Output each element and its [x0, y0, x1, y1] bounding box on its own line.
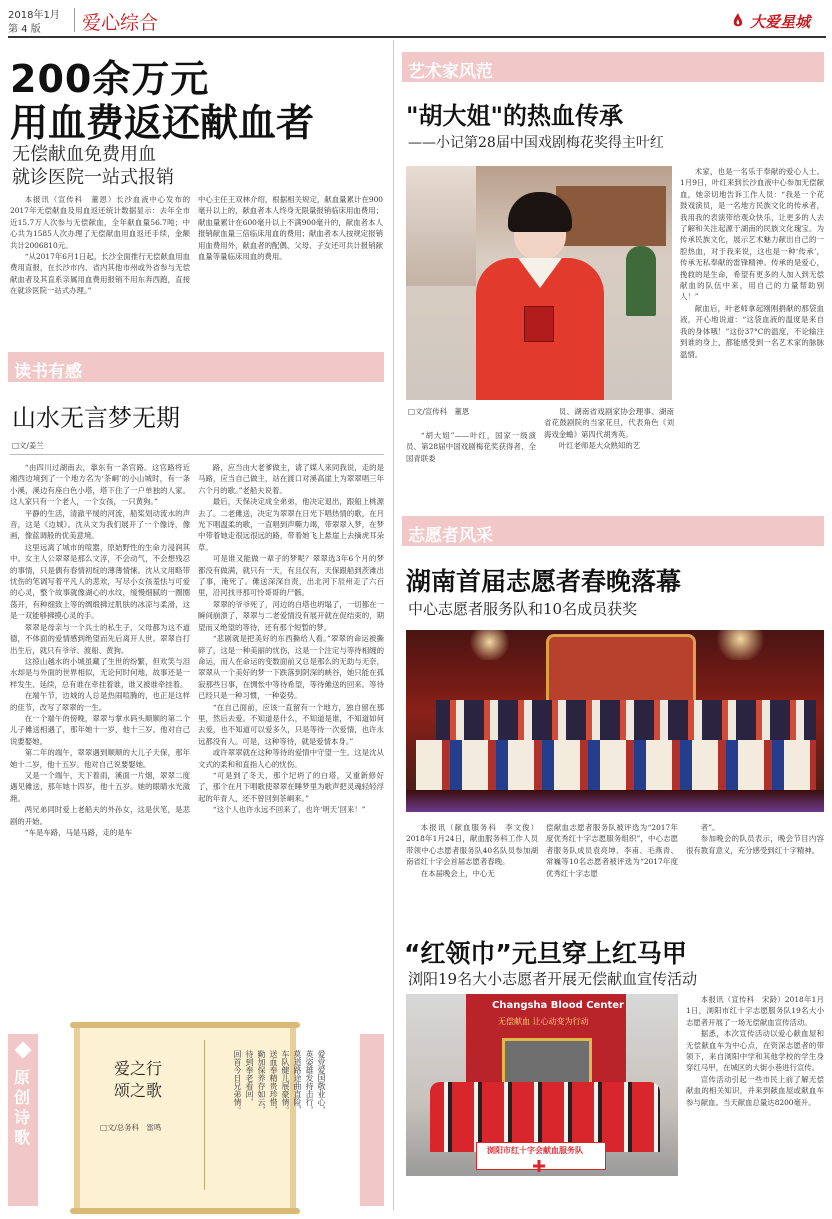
poem-side-label: 原创诗歌	[14, 1068, 31, 1147]
red-cross-icon	[533, 1157, 545, 1169]
stage-floor	[406, 790, 824, 812]
issue-date: 2018年1月	[8, 10, 60, 21]
photo-wall-frame	[556, 186, 666, 246]
artist-photo-credit: □文/宣传科 董恩	[408, 407, 470, 416]
paragraph: 叶红老师是大众熟知的艺	[558, 441, 641, 451]
paragraph: “可是到了冬天，那个圮坍了的白塔，又重新修好了，那个在月下唱歌使翠翠在睡梦里为歌声把灵魂轻轻浮起的年青人，还不曾回到茶峒来。”	[198, 770, 384, 803]
artist-body-col2	[544, 406, 674, 518]
paragraph: “悲剧就是把美好的东西撕给人看。”翠翠的命运被撕碎了，这是一种美丽的忧伤，这是一个注定与等待相缠的命运，而人在命运的变数面前又总是那么的无助与无奈，翠翠从一个美好的梦一下跌落到阴深的峡谷，她只能在孤寂那些日事，在惆怅中等待希望，等待傩送的回来。等待已经只是一种习惯，一种姿势。	[198, 634, 384, 701]
lead-body-col1: 本报讯（宣传科 董恩）长沙血液中心发布的2017年无偿献血及用血返还统计数据显示：去年全市近15.7万人次参与无偿献血，全年献血量56.7吨；中心共为1585人次办理了无偿献血用血返还手续，金额共计2006810元。 “从2017年6月1日起，长沙全面推行无偿献血用血费用直报，在长沙市内、省内其他市州或外省参与无偿献血者及其直系亲属用血费用报销不用东奔西跑，直接在就诊医院一站式办理。”	[10, 195, 190, 296]
redscarf-title: “红领巾”元旦穿上红马甲	[404, 939, 687, 968]
donor-certificate	[524, 306, 554, 342]
paragraph: “由四川过湖南去，靠东有一条官路。这官路将近湘西边境到了一个地方名为‘茶峒’的小山城时，有一条小溪，溪边有座白色小塔，塔下住了一户单独的人家。这人家只有一个老人，一个女孩，一只黄狗。”	[10, 463, 190, 507]
poem-scroll-bottom	[70, 1208, 300, 1214]
volunteer-body-col1	[406, 822, 538, 910]
poem-right-accent	[360, 1034, 384, 1206]
artist-subtitle: ——小记第28届中国戏剧梅花奖得主叶红	[408, 135, 664, 151]
volunteer-section-label: 志愿者风采	[408, 526, 493, 546]
lead-headline-line2: 用血费返还献血者	[10, 101, 315, 145]
artist-photo	[406, 166, 672, 400]
reading-body-col1	[10, 462, 190, 1010]
center-column-divider	[393, 40, 394, 1210]
volunteer-title: 湖南首届志愿者春晚落幕	[406, 567, 682, 596]
artist-body-col3	[680, 166, 824, 520]
masthead	[8, 6, 826, 36]
reading-section-label: 读书有感	[14, 362, 82, 382]
poem-scroll-top	[70, 1022, 300, 1028]
diamond-icon	[15, 1042, 32, 1059]
paragraph: 或许翠翠就在这种等待的爱情中守望一生。这是沈从文式的柔和和直指人心的忧伤。	[198, 748, 384, 769]
brand-logo-text: 大爱星城	[750, 13, 811, 31]
poem-lines	[206, 1050, 326, 1170]
poem-title-line1: 爱之行	[114, 1059, 163, 1078]
paragraph: 翠翠是母亲与一个兵士的私生子，父母都为这不道德，不体面的爱情感到绝望而先后离开人世。翠翠自打出生后，就只有爷爷、渡船、黄狗。	[10, 622, 190, 655]
paragraph: 又是一个端午，天下着雨，溪面一片烟，翠翠二度遇见傩送，那年她十四岁，他十五岁。她的眼睛水光潋滟。	[10, 770, 190, 803]
poem-divider	[204, 1040, 205, 1190]
volunteer-banner	[476, 1142, 606, 1170]
header-rule	[8, 36, 826, 38]
volunteer-body-col3	[686, 822, 824, 910]
blood-center-slogan: 无偿献血 让心动变为行动	[498, 1017, 589, 1026]
paragraph: 平静的生活，清澈平缓的河流，船桨划动流水的声音，这是《边城》。沈从文为我们展开了一个像诗，像画，像蓝调般的优美意境。	[10, 508, 190, 541]
paragraph: 参加晚会的队员表示，晚会节目内容很有教育意义，充分感受到红十字精神。	[686, 834, 824, 855]
paragraph: 翠翠的爷爷死了，河边的白塔也坍塌了，一切都在一瞬间崩溃了，翠翠与二老爱情没有展开就在促结束的，期望而又绝望的等待，还有那个短暂的梦。	[198, 599, 384, 632]
poem-line: 英姿雄发持击行，	[305, 1050, 314, 1114]
lead-subtitle-line1: 无偿献血免费用血	[12, 144, 156, 165]
reading-body-col2	[198, 462, 384, 1010]
paragraph: 员、湖南省戏剧家协会理事、湖南省花鼓剧院的当家花旦，代表角色《刘海戏金蟾》第四代胡秀英。	[544, 407, 674, 439]
paragraph: 宣传活动引起一些市民上前了解无偿献血的相关知识，并来到献血屋或献血车参与献血。当天献血总量达8200毫升。	[686, 1074, 824, 1107]
redscarf-body	[686, 994, 824, 1204]
reading-title: 山水无言梦无期	[12, 404, 180, 432]
paragraph: 本报讯（宣传科 宋龄）2018年1月1日，浏阳市红十字志愿服务队19名大小志愿者开展了一场无偿献血宣传活动。	[686, 995, 824, 1027]
volunteer-section-bar	[402, 516, 824, 546]
poem-byline: □文/总务科 雷鸣	[100, 1123, 162, 1132]
flame-logo-icon	[730, 12, 746, 28]
lead-headline-line1: 200余万元	[10, 57, 210, 101]
poem-line: 车队健儿展豪情。	[281, 1050, 290, 1114]
paragraph: 这掠山越水的小城虽藏了生世的纷繁，但欢笑与泪水却是与外面的世界相似，无论何时何地，故事还是一样发生、延续，总有谁在牵挂着谁，谁又被谁牵挂着。	[10, 656, 190, 689]
redscarf-photo	[406, 994, 678, 1176]
paragraph: 据悉，本次宣传活动以爱心献血屋和无偿献血车为中心点，在资深志愿者的带领下，来自浏阳中学和其他学校的学生身穿红马甲，在城区的大街小巷进行宣传。	[686, 1029, 824, 1073]
paragraph: 路，应当由大老爹做主，请了媒人来同我说，走的是马路，应当自己做主，站在渡口对溪高崖上为翠翠唱三年六个月的歌。”老船夫说着。	[198, 463, 384, 495]
photo-plant	[626, 246, 656, 316]
poem-title-line2: 颂之歌	[114, 1081, 163, 1100]
paragraph: 本报讯（献血服务科 李文俊）2018年1月24日，献血服务科工作人员带领中心志愿者服务队40名队员参加湖南省红十字会首届志愿者春晚。	[406, 823, 538, 867]
lead-body-col2: 中心主任王双林介绍，根据相关规定，献血量累计在900毫升以上的，献血者本人终身无限量报销临床用血费用；献血量累计在600毫升以上不满900毫升的，献血者本人报销献血量三倍临床用血的费用；献血者本人按规定报销用血费用外，献血者的配偶、父母、子女还可共计报销献血量等量临床用血的费用。	[198, 195, 383, 262]
paragraph: 可是谁又能做一辈子的梦呢？翠翠选3年6个月的梦都没有做满，就只有一天，有且仅有，天保跟船到茨滩出了事，淹死了。傩送深深自责，出北河下辰州走了六百里，沿河找寻那可怜哥哥的尸骸。	[198, 554, 384, 598]
volunteer-gala-photo	[406, 630, 824, 812]
artist-section-label: 艺术家风范	[408, 62, 493, 82]
reading-section-bar	[8, 352, 384, 382]
artist-body-col1: “胡大姐”——叶红，国家一级演员、第28届中国戏剧梅花奖获得者、全国青联委	[406, 431, 536, 463]
header-divider	[74, 8, 75, 32]
poem-side-tab	[8, 1034, 38, 1206]
reading-byline: □文/姜兰	[12, 441, 44, 450]
poem-line: 莫道路途曲直险，	[293, 1050, 302, 1114]
poem-line: 爱党爱国敬业心，	[317, 1050, 326, 1114]
paragraph: 在本届晚会上，中心无	[420, 868, 495, 878]
blood-center-sign: Changsha Blood Center	[492, 1000, 624, 1011]
paragraph: 这里远离了城市的喧嚣，原始野性的生命力浸润其中。女主人公翠翠是那么文淳，不会动气，不会想残忍的事情，只是偶有春情初绽的薄薄情愫。沈从文用略带忧伤的笔调写着平凡人的悲欢，写尽小女孩羞怯与可爱的心灵，整个故事就像湖心的水纹，缓慢细腻的一圈圈荡开，有种细致上等的绸缎拂过肌肤的冰凉与柔滑，这是一双能够拂摸心灵的手。	[10, 542, 190, 621]
poem-line: 勤加保养存如云，	[257, 1050, 266, 1114]
reading-rule	[10, 454, 384, 455]
volunteer-banner-text: 浏阳市红十字会献血服务队	[487, 1146, 583, 1155]
artist-section-bar	[402, 52, 824, 82]
artist-title: "胡大姐"的热血传承	[406, 102, 624, 130]
paragraph: 在端午节，边城的人总是热闹喧腾的，也正是这样的佳节，改写了翠翠的一生。	[10, 691, 190, 712]
volunteer-subtitle: 中心志愿者服务队和10名成员获奖	[408, 600, 638, 618]
redscarf-subtitle: 浏阳19名大小志愿者开展无偿献血宣传活动	[408, 970, 698, 988]
paragraph: “在自己面前，应该一直留有一个地方，独自留在那里，然后去爱。不知道是什么，不知道是谁，不知道如何去爱，也不知道可以爱多久，只是等待一次爱情，也许永远都没有人。可是，这种等待，就是爱情本身。”	[198, 702, 384, 746]
photo-window	[406, 166, 476, 286]
paragraph: 最后，天保决定成全弟弟，他决定退出，跟船上桃源去了。二老傩送，决定为翠翠在日光下唱热情的歌，在月光下唱温柔的歌，一直唱到声嘶力竭，带翠翠入梦，在梦中带着她走很远很远的路，带着她飞上悬崖上去摘虎耳朵草。	[198, 497, 384, 552]
volunteer-body-col2: 偿献血志愿者服务队被评选为“2017年度优秀红十字志愿服务组织”，中心志愿者服务队成员袁亮坤、李甫、毛燕青、常巍等10名志愿者被评选为“2017年度优秀红十字志愿	[546, 823, 678, 878]
stage-lights	[406, 630, 824, 660]
paragraph: 第二年的端午，翠翠遇到顺顺的大儿子天保，那年她十二岁，他十五岁。他对自己说要娶她。	[10, 748, 190, 769]
page-number: 第 4 版	[8, 24, 41, 35]
award-group-front-row	[416, 740, 816, 790]
paragraph: “车是车路，马是马路，走的是车	[24, 828, 133, 837]
paragraph: 在一个端午的傍晚，翠翠与掌水码头顺顺的第二个儿子傩送相遇了，那年她十一岁，他十三岁。他对自己说要娶她。	[10, 713, 190, 746]
poem-line: 送血奉精贵珍惜，	[269, 1050, 278, 1114]
lead-subtitle-line2: 就诊医院一站式报销	[12, 167, 174, 188]
poem-line: 待到奉老看回，	[245, 1050, 254, 1106]
paragraph: 两兄弟同时爱上老船夫的外孙女，这是伏笔，是悲剧的开始。	[10, 805, 190, 826]
paragraph: 者”。	[700, 823, 720, 832]
paragraph: 献血后，叶老师拿起刚刚捐献的那袋血液，开心地说道：“这袋血液的温度是来自我的身体哦！”这份37°C的温度，不论输注到谁的身上，都能感受到一名艺术家的脉脉温情。	[680, 303, 824, 359]
poem-line: 回首今日兄弟情。	[233, 1050, 242, 1114]
column-title: 爱心综合	[82, 12, 159, 34]
paragraph: 术家，也是一名乐于奉献的爱心人士。1月9日，叶红来到长沙血液中心参加无偿献血，她亲切地告诉工作人员：“我是一个花鼓戏演员，是一名地方民族文化的传承者，我用我的表演带给观众快乐，让更多的人去了解和关注起源于湖南的民族文化瑰宝。为传承民族文化，展示艺术魅力献出自己的一腔热血，对于我来说，这也是一种‘传承’，传承无私奉献的雷锋精神。传承的是爱心，挽救的是生命，希望有更多的人加入到无偿献血的队伍中来，用自己的力量帮助别人！”	[680, 167, 824, 302]
paragraph: “这个人也许永远不回来了，也许‘明天’回来！”	[212, 805, 366, 815]
